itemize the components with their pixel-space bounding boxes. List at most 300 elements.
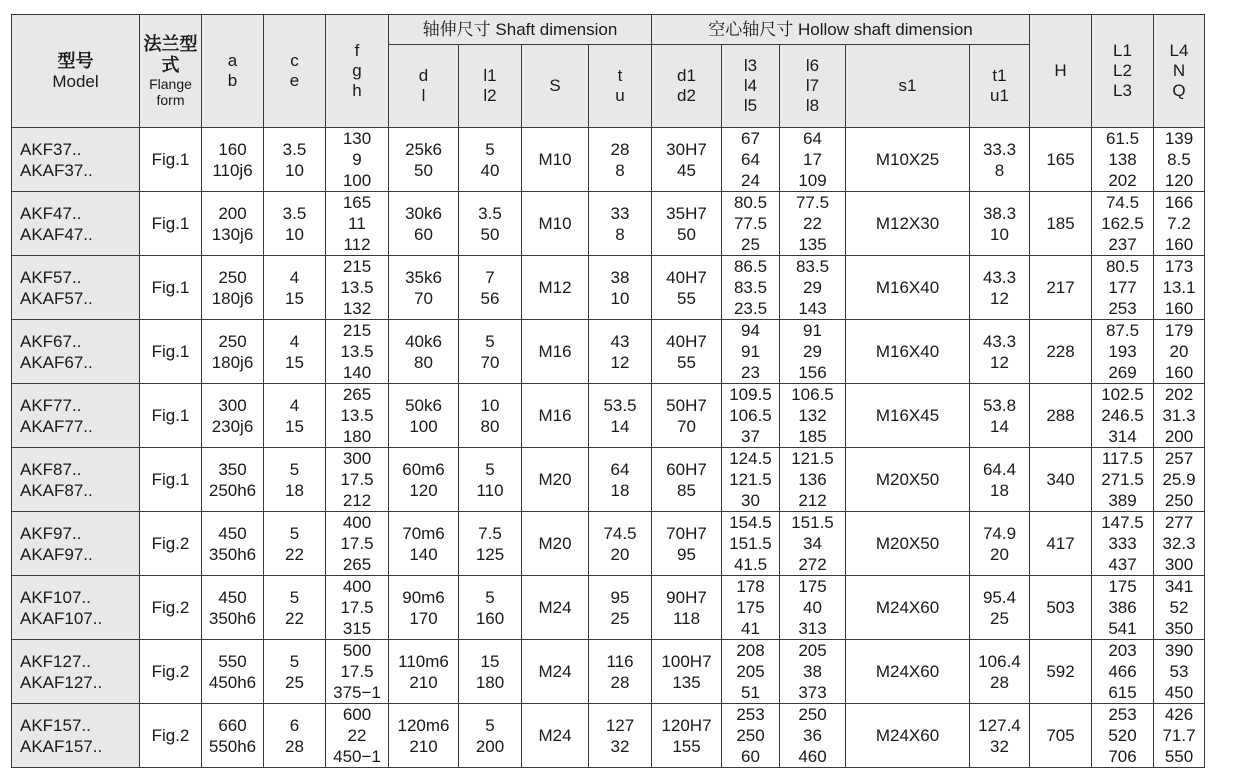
cell-c-e — [264, 256, 326, 320]
cell-value: 257 — [1164, 449, 1194, 468]
cell-L4-N-Q — [1154, 704, 1205, 768]
cell-t-u — [589, 384, 652, 448]
cell-l6-l7-l8 — [780, 448, 846, 512]
cell-value: 4 — [289, 267, 300, 287]
cell-L4-N-Q — [1154, 448, 1205, 512]
cell-value: 117.5 — [1101, 449, 1144, 468]
cell-f-g-h — [326, 448, 389, 512]
cell-l3-l4-l5 — [722, 384, 780, 448]
cell-c-e — [264, 640, 326, 704]
header-t: t — [617, 66, 623, 85]
cell-value: AKF37.. — [20, 139, 82, 159]
cell-value: 154.5 — [729, 513, 772, 532]
cell-L1-L2-L3 — [1092, 192, 1154, 256]
cell-value: 250 — [218, 267, 247, 287]
cell-t-u — [589, 192, 652, 256]
cell-L4-N-Q — [1154, 256, 1205, 320]
cell-value: 120H7 — [661, 715, 712, 735]
cell-value: AKAF157.. — [20, 736, 103, 756]
cell-f-g-h — [326, 576, 389, 640]
cell-value: 60m6 — [402, 459, 445, 479]
cell-value: 350h6 — [208, 608, 257, 628]
cell-L1-L2-L3 — [1092, 704, 1154, 768]
cell-s: M10 — [522, 128, 589, 192]
table-row — [12, 256, 1205, 320]
cell-value: 127 — [605, 715, 635, 735]
cell-a-b — [202, 704, 264, 768]
cell-value: 140 — [342, 363, 372, 382]
cell-fig: Fig.2 — [140, 576, 202, 640]
cell-value: 237 — [1108, 235, 1137, 254]
cell-value: 12 — [610, 352, 630, 372]
header-l6-l7-l8 — [780, 45, 846, 128]
cell-f-g-h — [326, 384, 389, 448]
cell-value: 94 — [741, 321, 760, 340]
cell-value: 85 — [677, 480, 696, 500]
cell-l3-l4-l5 — [722, 704, 780, 768]
cell-value: 24 — [741, 171, 760, 190]
cell-value: AKAF77.. — [20, 416, 93, 436]
cell-value: 50H7 — [666, 395, 707, 415]
cell-value: 50k6 — [405, 395, 442, 415]
cell-value: 8 — [615, 160, 625, 180]
cell-value: AKAF107.. — [20, 608, 103, 628]
cell-d1-d2 — [652, 448, 722, 512]
cell-value: 23 — [741, 363, 760, 382]
cell-value: 389 — [1108, 491, 1137, 510]
cell-value: 300 — [1164, 555, 1194, 574]
cell-s: M16 — [522, 320, 589, 384]
cell-value: 106.5 — [729, 406, 772, 425]
cell-value: 400 — [342, 513, 372, 532]
cell-value: 74.5 — [1105, 193, 1140, 212]
cell-value: 50 — [414, 160, 433, 180]
cell-t1-u1 — [970, 128, 1030, 192]
cell-value: 265 — [342, 385, 372, 404]
cell-l1-l2 — [459, 576, 522, 640]
cell-value: 80 — [414, 352, 433, 372]
header-L4-N-Q — [1154, 15, 1205, 128]
cell-model — [12, 384, 140, 448]
cell-l6-l7-l8 — [780, 192, 846, 256]
cell-value: 375−1 — [333, 683, 381, 702]
cell-value: 55 — [677, 288, 696, 308]
cell-value: 200 — [1164, 427, 1194, 446]
cell-L4-N-Q — [1154, 192, 1205, 256]
cell-value: 43 — [610, 331, 630, 351]
cell-value: 180 — [342, 427, 372, 446]
cell-value: 125 — [475, 544, 505, 564]
cell-s1: M24X60 — [846, 640, 970, 704]
cell-value: 53 — [1169, 662, 1189, 681]
cell-value: 83.5 — [733, 278, 768, 297]
header-l2: l2 — [483, 86, 497, 105]
cell-value: AKAF67.. — [20, 352, 93, 372]
cell-d-l — [389, 576, 459, 640]
cell-value: 32.3 — [1162, 534, 1196, 553]
cell-a-b — [202, 128, 264, 192]
cell-value: 32 — [990, 736, 1009, 756]
cell-t-u — [589, 256, 652, 320]
cell-value: 541 — [1108, 619, 1137, 638]
cell-L1-L2-L3 — [1092, 640, 1154, 704]
cell-value: 120 — [409, 480, 438, 500]
cell-s1: M16X40 — [846, 320, 970, 384]
header-L2: L2 — [1113, 61, 1132, 80]
cell-value: 38 — [610, 267, 630, 287]
cell-value: 202 — [1164, 385, 1194, 404]
cell-value: 253 — [1108, 299, 1137, 318]
header-e: e — [289, 71, 300, 90]
cell-value: AKF57.. — [20, 267, 82, 287]
cell-value: 18 — [990, 480, 1009, 500]
cell-value: 25 — [285, 672, 304, 692]
cell-s1: M16X45 — [846, 384, 970, 448]
cell-d-l — [389, 128, 459, 192]
cell-value: 20 — [610, 544, 630, 564]
cell-value: 250 — [218, 331, 247, 351]
cell-value: 272 — [798, 555, 827, 574]
header-S: S — [522, 45, 589, 128]
cell-value: 437 — [1108, 555, 1137, 574]
cell-value: 110m6 — [398, 651, 449, 671]
table-row — [12, 320, 1205, 384]
cell-value: 110j6 — [212, 160, 253, 180]
cell-s1: M12X30 — [846, 192, 970, 256]
cell-value: 22 — [803, 214, 822, 233]
cell-value: 147.5 — [1101, 513, 1144, 532]
cell-value: 5 — [289, 651, 300, 671]
cell-value: 253 — [736, 705, 765, 724]
cell-value: 314 — [1108, 427, 1137, 446]
cell-f-g-h — [326, 320, 389, 384]
cell-value: 28 — [285, 736, 304, 756]
cell-value: 269 — [1108, 363, 1137, 382]
cell-value: 13.1 — [1162, 278, 1196, 297]
cell-value: AKF127.. — [20, 651, 91, 671]
cell-f-g-h — [326, 192, 389, 256]
cell-value: 95.4 — [982, 587, 1017, 607]
cell-value: 450 — [218, 523, 247, 543]
cell-value: 120m6 — [397, 715, 450, 735]
cell-value: 373 — [798, 683, 827, 702]
cell-value: 28 — [610, 672, 630, 692]
cell-t1-u1 — [970, 512, 1030, 576]
cell-d1-d2 — [652, 384, 722, 448]
cell-value: 5 — [289, 587, 300, 607]
cell-value: 15 — [285, 352, 304, 372]
header-l1-l2 — [459, 45, 522, 128]
cell-value: 175 — [1108, 577, 1137, 596]
cell-value: 50 — [677, 224, 696, 244]
cell-value: 160 — [1164, 235, 1194, 254]
header-b: b — [227, 71, 238, 90]
cell-L1-L2-L3 — [1092, 384, 1154, 448]
cell-value: 50 — [480, 224, 500, 244]
cell-value: 110 — [476, 480, 504, 500]
cell-t1-u1 — [970, 384, 1030, 448]
cell-value: AKAF127.. — [20, 672, 103, 692]
header-g: g — [352, 61, 362, 80]
cell-value: 500 — [342, 641, 372, 660]
cell-t-u — [589, 704, 652, 768]
cell-a-b — [202, 512, 264, 576]
cell-value: 38.3 — [982, 203, 1017, 223]
cell-a-b — [202, 576, 264, 640]
cell-value: 5 — [289, 459, 300, 479]
cell-value: 10 — [610, 288, 630, 308]
cell-value: 112 — [343, 235, 371, 254]
cell-value: 615 — [1108, 683, 1137, 702]
cell-value: 179 — [1164, 321, 1194, 340]
cell-value: 230j6 — [211, 416, 254, 436]
cell-l3-l4-l5 — [722, 256, 780, 320]
cell-value: 140 — [409, 544, 438, 564]
cell-c-e — [264, 448, 326, 512]
cell-value: 40H7 — [666, 267, 707, 287]
cell-s: M24 — [522, 640, 589, 704]
cell-value: 118 — [672, 608, 701, 628]
header-c-e — [264, 15, 326, 128]
cell-t-u — [589, 512, 652, 576]
cell-value: 450−1 — [333, 747, 381, 766]
header-u: u — [615, 86, 625, 105]
cell-d1-d2 — [652, 704, 722, 768]
header-d1: d1 — [677, 66, 696, 85]
table-row — [12, 640, 1205, 704]
cell-value: 17.5 — [340, 662, 374, 681]
cell-h: 217 — [1030, 256, 1092, 320]
header-f-g-h — [326, 15, 389, 128]
cell-value: 106.4 — [978, 651, 1021, 671]
cell-value: 10 — [285, 224, 304, 244]
cell-l6-l7-l8 — [780, 576, 846, 640]
cell-value: AKF47.. — [20, 203, 82, 223]
cell-value: 208 — [736, 641, 765, 660]
header-u1: u1 — [990, 86, 1009, 105]
cell-d1-d2 — [652, 576, 722, 640]
cell-value: 390 — [1164, 641, 1194, 660]
cell-value: 64.4 — [982, 459, 1017, 479]
cell-t-u — [589, 640, 652, 704]
cell-h: 165 — [1030, 128, 1092, 192]
cell-value: 271.5 — [1101, 470, 1144, 489]
cell-value: 130j6 — [211, 224, 254, 244]
cell-value: 143 — [798, 299, 827, 318]
header-l8: l8 — [805, 96, 820, 115]
cell-value: 215 — [342, 257, 372, 276]
cell-l6-l7-l8 — [780, 512, 846, 576]
cell-d-l — [389, 384, 459, 448]
header-t1-u1 — [970, 45, 1030, 128]
header-t-u — [589, 45, 652, 128]
cell-value: AKF107.. — [20, 587, 91, 607]
cell-value: 70H7 — [666, 523, 707, 543]
header-l1: l1 — [483, 66, 497, 85]
cell-s: M20 — [522, 512, 589, 576]
cell-t-u — [589, 320, 652, 384]
cell-l3-l4-l5 — [722, 192, 780, 256]
cell-L1-L2-L3 — [1092, 320, 1154, 384]
cell-value: 124.5 — [729, 449, 772, 468]
cell-l6-l7-l8 — [780, 384, 846, 448]
cell-model — [12, 128, 140, 192]
cell-s: M24 — [522, 704, 589, 768]
cell-fig: Fig.1 — [140, 448, 202, 512]
cell-value: 139 — [1164, 129, 1194, 148]
cell-value: 3.5 — [282, 203, 307, 223]
cell-fig: Fig.2 — [140, 704, 202, 768]
cell-value: 250h6 — [208, 480, 257, 500]
cell-value: 10 — [285, 160, 304, 180]
cell-value: 5 — [485, 715, 495, 735]
cell-value: 166 — [1164, 193, 1194, 212]
cell-value: 300 — [342, 449, 372, 468]
header-l3-l4-l5 — [722, 45, 780, 128]
cell-fig: Fig.1 — [140, 384, 202, 448]
cell-value: AKAF87.. — [20, 480, 93, 500]
cell-value: 74.5 — [603, 523, 637, 543]
header-d-l — [389, 45, 459, 128]
cell-value: 53.8 — [982, 395, 1017, 415]
cell-d1-d2 — [652, 640, 722, 704]
cell-value: 13.5 — [340, 406, 374, 425]
cell-value: 91 — [803, 321, 822, 340]
header-a: a — [227, 51, 238, 70]
cell-value: 250 — [736, 726, 765, 745]
cell-L1-L2-L3 — [1092, 448, 1154, 512]
cell-value: 100H7 — [661, 651, 712, 671]
cell-model — [12, 640, 140, 704]
cell-l3-l4-l5 — [722, 128, 780, 192]
cell-value: 315 — [342, 619, 372, 638]
cell-value: 25 — [990, 608, 1009, 628]
cell-value: 660 — [218, 715, 247, 735]
cell-value: 151.5 — [729, 534, 772, 553]
cell-d1-d2 — [652, 512, 722, 576]
cell-value: 350 — [218, 459, 247, 479]
cell-value: 25k6 — [405, 139, 442, 159]
cell-value: AKF77.. — [20, 395, 82, 415]
header-hollow-group: 空心轴尺寸 Hollow shaft dimension — [652, 15, 1030, 45]
cell-value: 11 — [348, 214, 366, 233]
header-Q: Q — [1172, 81, 1186, 100]
header-t1: t1 — [992, 66, 1007, 85]
cell-value: 28 — [990, 672, 1009, 692]
cell-value: 200 — [475, 736, 505, 756]
cell-value: 38 — [803, 662, 822, 681]
cell-value: 95 — [610, 587, 630, 607]
cell-d-l — [389, 256, 459, 320]
cell-value: 13.5 — [340, 278, 374, 297]
table-row — [12, 128, 1205, 192]
cell-t-u — [589, 576, 652, 640]
cell-t1-u1 — [970, 448, 1030, 512]
cell-value: 132 — [798, 406, 827, 425]
cell-value: AKAF97.. — [20, 544, 93, 564]
cell-value: 53.5 — [603, 395, 637, 415]
cell-value: 5 — [485, 139, 495, 159]
cell-l1-l2 — [459, 384, 522, 448]
cell-c-e — [264, 128, 326, 192]
cell-value: 25 — [741, 235, 760, 254]
cell-value: 74.9 — [982, 523, 1017, 543]
cell-value: 450h6 — [208, 672, 257, 692]
cell-value: 138 — [1108, 150, 1137, 169]
cell-value: 95 — [677, 544, 696, 564]
cell-d-l — [389, 512, 459, 576]
cell-value: AKAF47.. — [20, 224, 93, 244]
table-row — [12, 192, 1205, 256]
cell-value: 160 — [218, 139, 247, 159]
header-L3: L3 — [1113, 81, 1132, 100]
cell-value: 7.5 — [478, 523, 502, 543]
cell-h: 503 — [1030, 576, 1092, 640]
cell-value: 4 — [289, 331, 300, 351]
cell-value: 212 — [342, 491, 372, 510]
cell-a-b — [202, 256, 264, 320]
cell-value: 426 — [1164, 705, 1194, 724]
cell-value: 212 — [798, 491, 827, 510]
header-L1-L2-L3 — [1092, 15, 1154, 128]
cell-s1: M24X60 — [846, 704, 970, 768]
cell-value: 17.5 — [340, 470, 374, 489]
cell-L4-N-Q — [1154, 576, 1205, 640]
cell-value: 200 — [218, 203, 247, 223]
cell-value: 15 — [285, 288, 304, 308]
cell-t1-u1 — [970, 256, 1030, 320]
header-l7: l7 — [805, 76, 820, 95]
cell-value: 180 — [475, 672, 505, 692]
cell-value: 173 — [1164, 257, 1194, 276]
cell-value: 5 — [289, 523, 300, 543]
cell-value: 41.5 — [733, 555, 768, 574]
header-l6: l6 — [805, 56, 820, 75]
cell-value: 25 — [610, 608, 630, 628]
cell-value: 15 — [285, 416, 304, 436]
cell-value: 520 — [1108, 726, 1137, 745]
header-L4: L4 — [1169, 41, 1189, 60]
cell-value: 14 — [610, 416, 630, 436]
cell-value: 64 — [741, 150, 760, 169]
cell-value: 91 — [741, 342, 760, 361]
cell-value: 6 — [289, 715, 300, 735]
cell-value: 205 — [736, 662, 765, 681]
cell-a-b — [202, 640, 264, 704]
cell-l1-l2 — [459, 320, 522, 384]
cell-c-e — [264, 320, 326, 384]
cell-h: 417 — [1030, 512, 1092, 576]
table-row — [12, 384, 1205, 448]
cell-value: 120 — [1164, 171, 1194, 190]
cell-a-b — [202, 448, 264, 512]
cell-h: 228 — [1030, 320, 1092, 384]
cell-f-g-h — [326, 256, 389, 320]
cell-c-e — [264, 192, 326, 256]
cell-value: 20 — [990, 544, 1009, 564]
cell-value: AKF157.. — [20, 715, 91, 735]
header-H: H — [1030, 15, 1092, 128]
cell-l6-l7-l8 — [780, 704, 846, 768]
cell-L1-L2-L3 — [1092, 256, 1154, 320]
cell-value: 87.5 — [1105, 321, 1140, 340]
cell-value: 460 — [798, 747, 827, 766]
cell-d-l — [389, 448, 459, 512]
cell-value: 185 — [798, 427, 827, 446]
cell-value: 20 — [1169, 342, 1189, 361]
cell-value: 450 — [218, 587, 247, 607]
cell-value: AKF87.. — [20, 459, 82, 479]
